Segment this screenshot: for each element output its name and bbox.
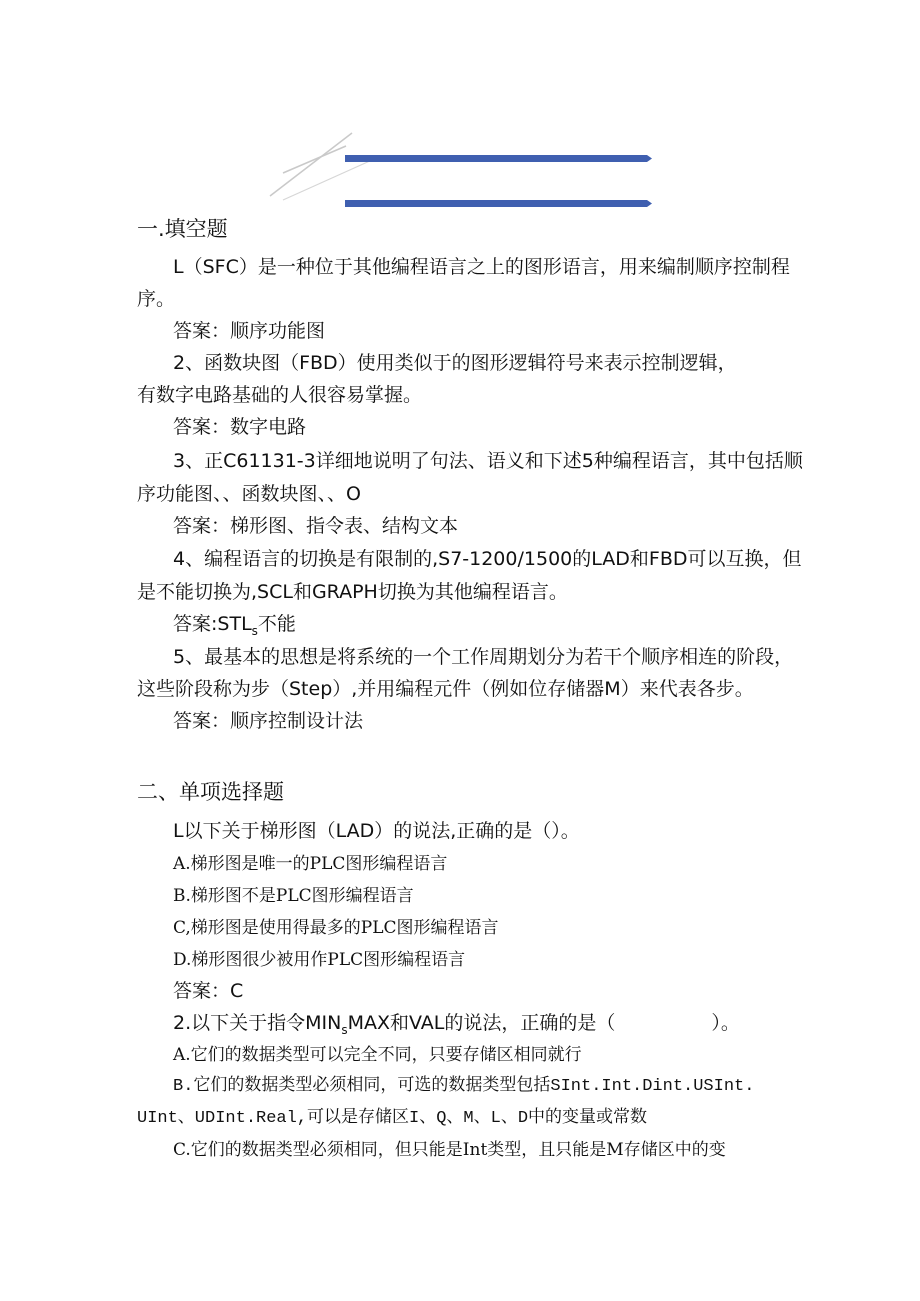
- decor-slash-3: [283, 160, 372, 200]
- section-title-fill-in: 一.填空题: [137, 217, 228, 241]
- choice-q1-option-b: B.梯形图不是PLC图形编程语言: [173, 886, 414, 906]
- fill-q3-line2: 序功能图、、函数块图、、O: [137, 483, 361, 505]
- fill-q2-line1: 2、函数块图（FBD）使用类似于的图形逻辑符号来表示控制逻辑，: [173, 352, 737, 374]
- choice-q2: [173, 1011, 740, 1042]
- fill-q1-line2: 序。: [137, 288, 176, 310]
- fill-a4-tail: 不能: [257, 613, 296, 635]
- choice-q1-option-d: D.梯形图很少被用作PLC图形编程语言: [173, 950, 466, 970]
- fill-a4-sub: s: [251, 623, 258, 638]
- fill-q5-line1: 5、最基本的思想是将系统的一个工作周期划分为若干个顺序相连的阶段，: [173, 646, 794, 668]
- choice-q2-option-a: A.它们的数据类型可以完全不同，只要存储区相同就行: [173, 1045, 582, 1065]
- choice-q2-option-c-line1: C.它们的数据类型必须相同，但只能是Int类型，且只能是M存储区中的变: [173, 1140, 726, 1160]
- fill-a4-head: 答案:STL: [173, 613, 252, 635]
- fill-q1-line1: L（SFC）是一种位于其他编程语言之上的图形语言，用来编制顺序控制程: [173, 256, 790, 278]
- choice-q2-option-b-line1: B.它们的数据类型必须相同，可选的数据类型包括SInt.Int.Dint.USInt.: [173, 1077, 755, 1096]
- fill-q4-line1: 4、编程语言的切换是有限制的,S7-1200/1500的LAD和FBD可以互换，但: [173, 548, 802, 570]
- fill-a3: 答案：梯形图、指令表、结构文本: [173, 515, 459, 537]
- decor-bar-bottom: [345, 200, 652, 207]
- fill-a5: 答案：顺序控制设计法: [173, 710, 364, 732]
- header-decoration: [0, 0, 920, 220]
- fill-q2-line2: 有数字电路基础的人很容易掌握。: [137, 384, 423, 406]
- choice-q2-sub: s: [341, 1022, 348, 1037]
- fill-q3-line1: 3、正C61131-3详细地说明了句法、语义和下述5种编程语言，其中包括顺: [173, 450, 803, 472]
- choice-q2-mid: MAX和VAL的说法，正确的是（: [347, 1012, 616, 1034]
- fill-q4-line2: 是不能切换为,SCL和GRAPH切换为其他编程语言。: [137, 581, 568, 603]
- decor-bar-top: [345, 155, 652, 162]
- fill-q5-line2: 这些阶段称为步（Step）,并用编程元件（例如位存储器M）来代表各步。: [137, 678, 754, 700]
- choice-a1: 答案：C: [173, 980, 244, 1002]
- choice-q1-option-c: C,梯形图是使用得最多的PLC图形编程语言: [173, 918, 499, 938]
- decor-slash-1: [270, 133, 352, 196]
- choice-q2-option-b-line2: UInt、UDInt.Real,可以是存储区I、Q、M、L、D中的变量或常数: [137, 1109, 648, 1128]
- decor-slash-2: [283, 146, 346, 173]
- choice-q2-tail: ）。: [711, 1012, 740, 1034]
- fill-a2: 答案：数字电路: [173, 416, 307, 438]
- choice-q2-head: 2.以下关于指令MIN: [173, 1012, 342, 1034]
- section-title-single-choice: 二、单项选择题: [137, 780, 284, 804]
- fill-a1: 答案：顺序功能图: [173, 320, 326, 342]
- choice-q1: L以下关于梯形图（LAD）的说法,正确的是（）。: [173, 820, 580, 842]
- choice-q1-option-a: A.梯形图是唯一的PLC图形编程语言: [173, 854, 448, 874]
- fill-a4: [173, 612, 296, 643]
